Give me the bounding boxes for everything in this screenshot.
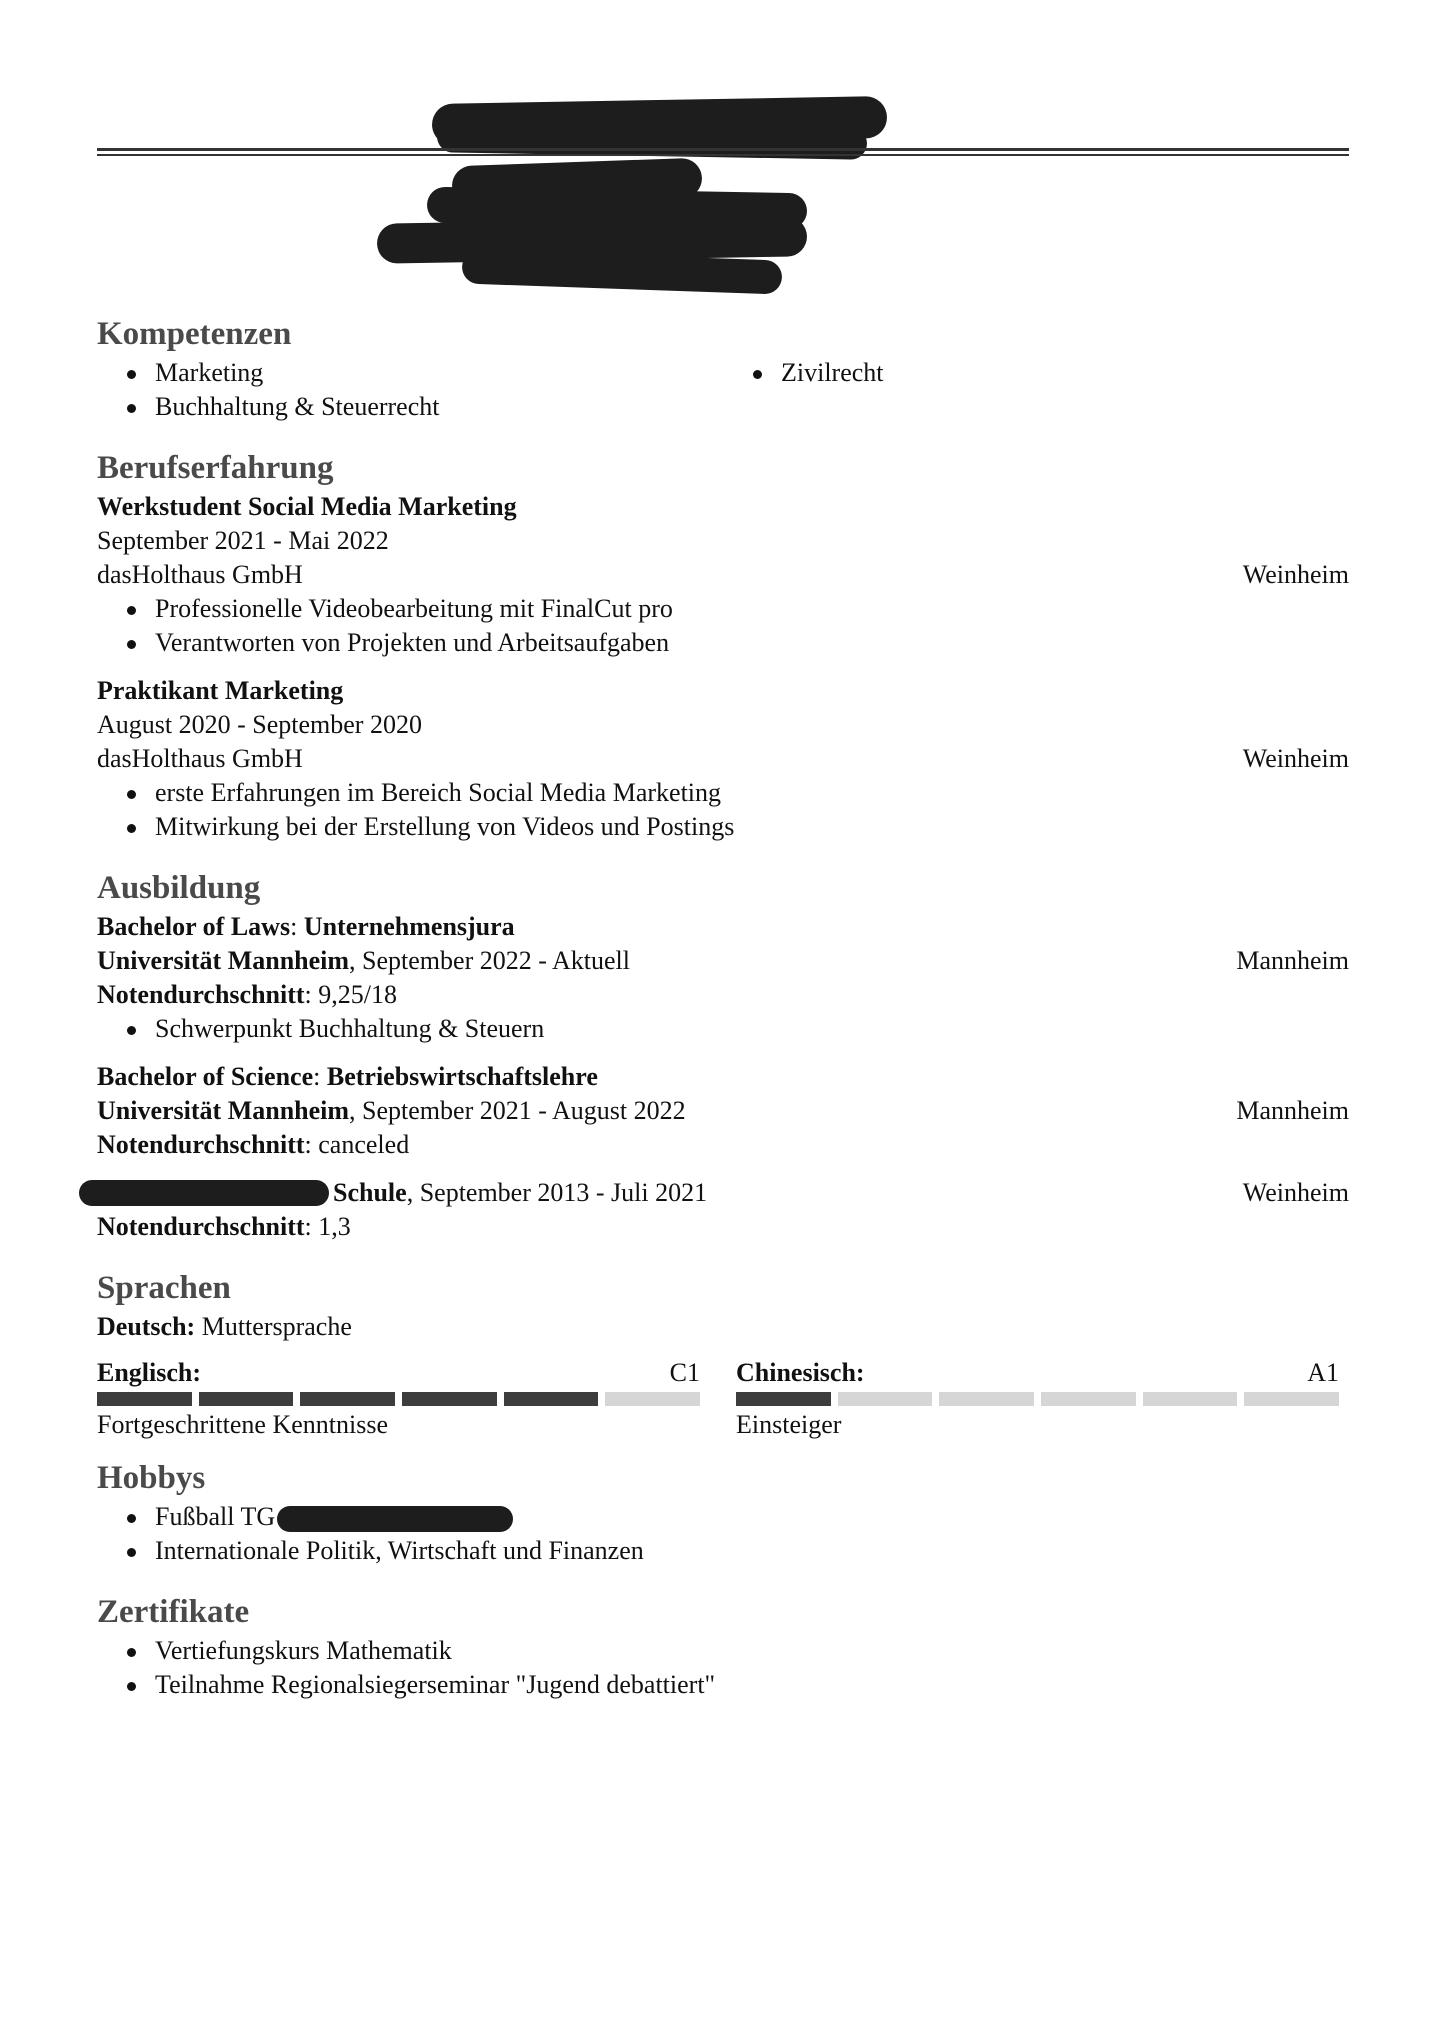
language-level: A1 <box>1307 1358 1339 1387</box>
level-segment <box>199 1392 294 1406</box>
skills-column-2 <box>723 356 1349 424</box>
language-level: C1 <box>669 1358 700 1387</box>
job-location: Weinheim <box>1242 560 1349 589</box>
job-title: Praktikant Marketing <box>97 676 344 705</box>
level-segment <box>1143 1392 1238 1406</box>
section-title-education: Ausbildung <box>97 870 261 906</box>
level-segment <box>1041 1392 1136 1406</box>
job-company-row <box>97 558 1349 592</box>
job-bullet: Professionelle Videobearbeitung mit FinalCut pro <box>155 592 1349 626</box>
level-segment <box>939 1392 1034 1406</box>
experience-entry <box>97 490 1349 660</box>
native-language-label: Deutsch: <box>97 1312 196 1341</box>
education-bullet: Schwerpunkt Buchhaltung & Steuern <box>155 1012 1349 1046</box>
education-period: , September 2022 - Aktuell <box>349 946 630 975</box>
skills-list <box>97 356 1349 424</box>
grade-line <box>97 978 1349 1012</box>
degree-line: Bachelor of Laws: Unternehmensjura <box>97 912 515 941</box>
skill-item: Buchhaltung & Steuerrecht <box>155 390 723 424</box>
level-segment <box>838 1392 933 1406</box>
level-segment <box>605 1392 700 1406</box>
job-company: dasHolthaus GmbH <box>97 560 303 589</box>
level-segment <box>402 1392 497 1406</box>
education-entry <box>97 1060 1349 1162</box>
job-bullets <box>97 776 1349 844</box>
job-location: Weinheim <box>1242 744 1349 773</box>
language-name: Englisch: <box>97 1358 202 1387</box>
resume-header <box>97 60 1349 310</box>
grade-value: : 1,3 <box>304 1212 351 1241</box>
education-entry <box>97 910 1349 1046</box>
grade-value: : canceled <box>304 1130 410 1159</box>
job-company-row <box>97 742 1349 776</box>
level-segment <box>736 1392 831 1406</box>
resume-page <box>97 0 1349 2037</box>
grade-line <box>97 1128 1349 1162</box>
grade-value: : 9,25/18 <box>304 980 397 1009</box>
skill-item: Marketing <box>155 356 723 390</box>
section-title-hobbies: Hobbys <box>97 1460 206 1496</box>
section-title-skills: Kompetenzen <box>97 316 292 352</box>
education-bullets <box>97 1012 1349 1046</box>
native-language <box>97 1310 1349 1344</box>
education-location: Mannheim <box>1236 946 1349 975</box>
experience-entry <box>97 674 1349 844</box>
level-segment <box>97 1392 192 1406</box>
degree: Bachelor of Laws <box>97 912 291 941</box>
language-level-bar <box>736 1392 1339 1406</box>
language-description: Fortgeschrittene Kenntnisse <box>97 1410 388 1439</box>
job-period: September 2021 - Mai 2022 <box>97 526 389 555</box>
native-language-value: Muttersprache <box>195 1312 352 1341</box>
grade-line <box>97 1210 1349 1244</box>
grade-label: Notendurchschnitt <box>97 1130 305 1159</box>
institution: Universität Mannheim <box>97 1096 350 1125</box>
institution: Schule <box>333 1178 407 1207</box>
degree-field: Unternehmensjura <box>303 912 515 941</box>
education-entry <box>97 1176 1349 1244</box>
language-levels <box>97 1356 1349 1442</box>
header-rule <box>97 148 1349 156</box>
job-company: dasHolthaus GmbH <box>97 744 303 773</box>
language-level-bar <box>97 1392 700 1406</box>
skill-item: Zivilrecht <box>781 356 1349 390</box>
education-period: , September 2013 - Juli 2021 <box>406 1178 708 1207</box>
section-title-certificates: Zertifikate <box>97 1594 250 1630</box>
degree: Bachelor of Science <box>97 1062 314 1091</box>
skills-column-1 <box>97 356 723 424</box>
redacted-school-name <box>79 1180 329 1206</box>
certificate-item: Teilnahme Regionalsiegerseminar "Jugend debattiert" <box>155 1668 1349 1702</box>
level-segment <box>1244 1392 1339 1406</box>
level-segment <box>504 1392 599 1406</box>
institution: Universität Mannheim <box>97 946 350 975</box>
section-title-experience: Berufserfahrung <box>97 450 334 486</box>
section-title-languages: Sprachen <box>97 1270 231 1306</box>
hobby-text: Fußball TG <box>155 1502 276 1531</box>
language-name: Chinesisch: <box>736 1358 865 1387</box>
hobby-item <box>155 1500 1349 1534</box>
institution-row <box>97 1176 1349 1210</box>
language-description: Einsteiger <box>736 1410 842 1439</box>
job-bullet: erste Erfahrungen im Bereich Social Media Marketing <box>155 776 1349 810</box>
grade-label: Notendurchschnitt <box>97 980 305 1009</box>
degree-line: Bachelor of Science: Betriebswirtschaftslehre <box>97 1062 598 1091</box>
grade-label: Notendurchschnitt <box>97 1212 305 1241</box>
education-location: Weinheim <box>1242 1178 1349 1207</box>
job-period: August 2020 - September 2020 <box>97 710 422 739</box>
hobbies-list <box>97 1500 1349 1568</box>
redacted-club-name <box>277 1506 513 1532</box>
certificate-item: Vertiefungskurs Mathematik <box>155 1634 1349 1668</box>
job-bullet: Verantworten von Projekten und Arbeitsaufgaben <box>155 626 1349 660</box>
resume-content <box>97 312 1349 1702</box>
degree-field: Betriebswirtschaftslehre <box>326 1062 598 1091</box>
institution-row <box>97 1094 1349 1128</box>
job-title: Werkstudent Social Media Marketing <box>97 492 517 521</box>
language-chinese <box>736 1356 1339 1442</box>
hobby-item: Internationale Politik, Wirtschaft und Finanzen <box>155 1534 1349 1568</box>
job-bullets <box>97 592 1349 660</box>
education-location: Mannheim <box>1236 1096 1349 1125</box>
job-bullet: Mitwirkung bei der Erstellung von Videos und Postings <box>155 810 1349 844</box>
education-period: , September 2021 - August 2022 <box>349 1096 686 1125</box>
institution-row <box>97 944 1349 978</box>
certificates-list <box>97 1634 1349 1702</box>
language-english <box>97 1356 700 1442</box>
level-segment <box>300 1392 395 1406</box>
